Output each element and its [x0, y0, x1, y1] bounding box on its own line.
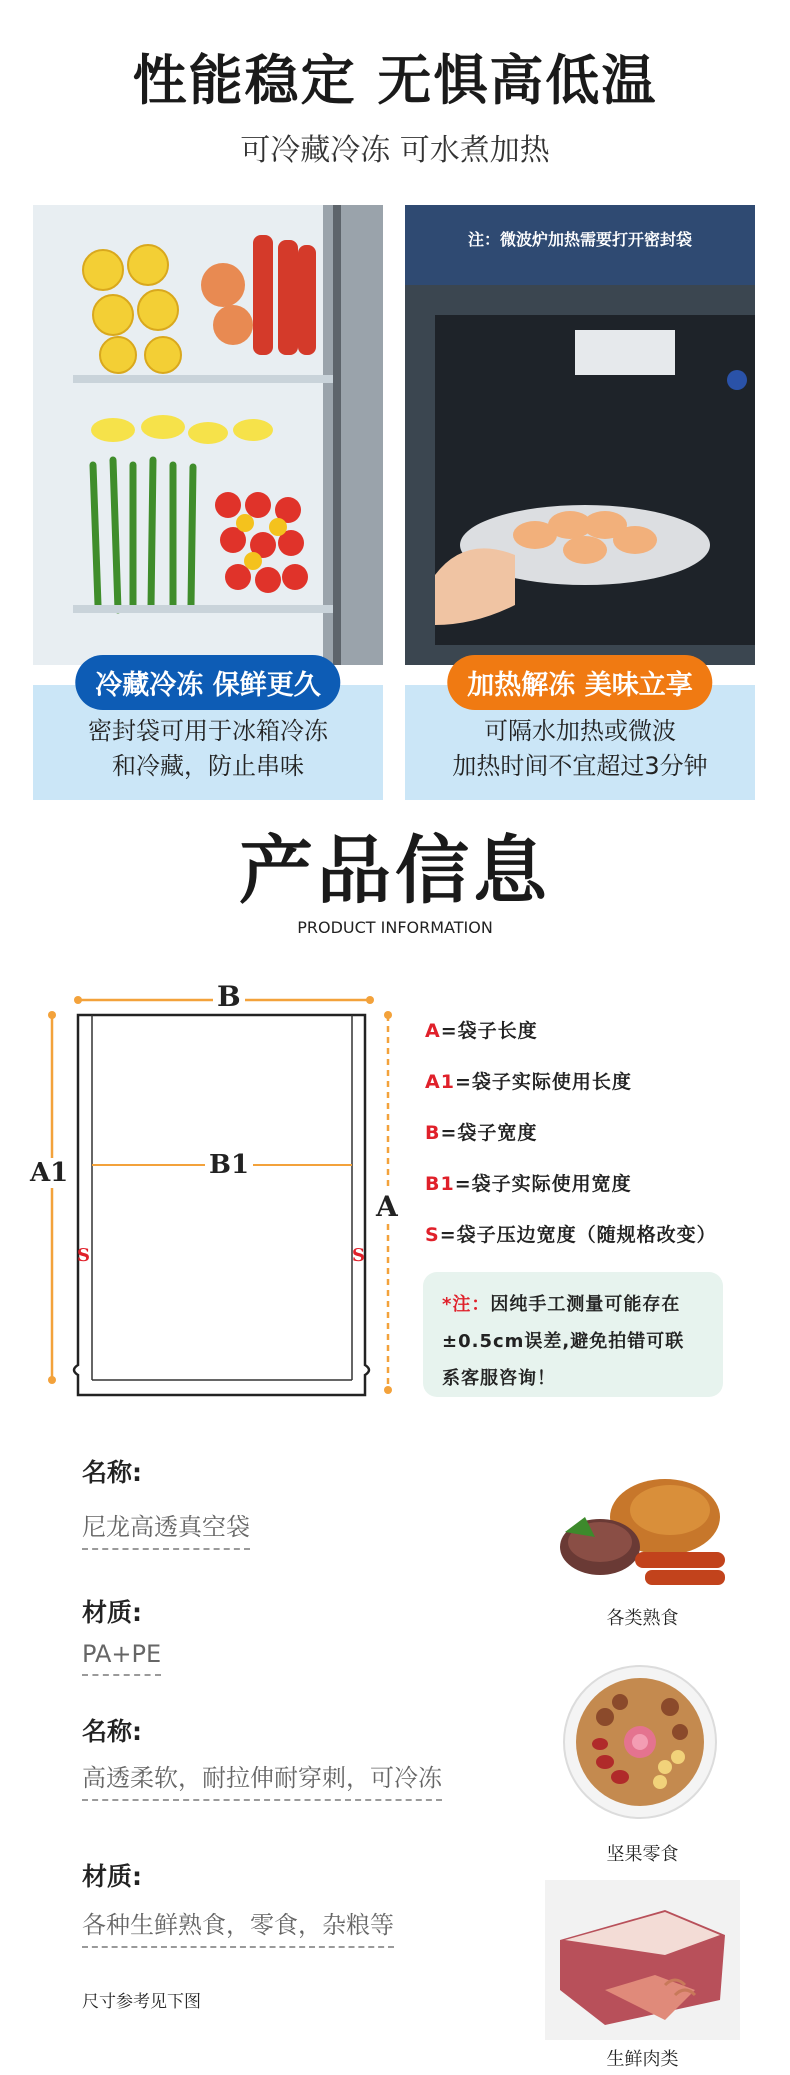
spec-value-material: PA+PE: [82, 1640, 161, 1676]
label-a: A: [376, 1190, 398, 1223]
microwave-badge: 加热解冻 美味立享: [447, 655, 712, 710]
legend-s: S=袋子压边宽度（随规格改变）: [425, 1224, 717, 1246]
fridge-caption-line1: 密封袋可用于冰箱冷冻: [88, 717, 328, 745]
legend-b: B=袋子宽度: [425, 1122, 538, 1144]
cooked-food-caption: 各类熟食: [606, 1608, 679, 1629]
spec-value-features: 高透柔软，耐拉伸耐穿刺，可冷冻: [82, 1758, 442, 1801]
label-b1: B1: [205, 1150, 253, 1180]
fridge-photo: [33, 205, 383, 665]
section1-title: 性能稳定 无惧高低温: [132, 49, 658, 112]
nuts-snack-caption: 坚果零食: [606, 1844, 679, 1865]
fridge-caption-line2: 和冷藏，防止串味: [112, 752, 304, 780]
microwave-photo: [405, 205, 755, 665]
note-line2: ±0.5cm误差,避免拍错可联: [442, 1331, 685, 1352]
cooked-food-image: [545, 1462, 740, 1592]
fresh-meat-image: [545, 1880, 740, 2040]
label-s-right: S: [352, 1245, 365, 1266]
section1-subtitle: 可冷藏冷冻 可水煮加热: [240, 133, 550, 168]
microwave-note: 注：微波炉加热需要打开密封袋: [467, 230, 692, 249]
spec-value-name: 尼龙高透真空袋: [82, 1507, 250, 1550]
note-line1: *注：因纯手工测量可能存在: [442, 1294, 681, 1315]
fresh-meat-caption: 生鲜肉类: [606, 2049, 679, 2070]
section2-title: 产品信息: [239, 828, 551, 914]
microwave-caption-line1: 可隔水加热或微波: [484, 717, 676, 745]
nuts-snack-image: [560, 1662, 720, 1822]
microwave-caption-line2: 加热时间不宜超过3分钟: [452, 752, 708, 780]
microwave-card: [405, 205, 755, 780]
spec-label-usage: 材质:: [82, 1862, 142, 1891]
legend-a1: A1=袋子实际使用长度: [425, 1071, 632, 1093]
bag-dimension-diagram: [30, 980, 400, 1400]
label-a1: A1: [30, 1158, 69, 1188]
spec-label-material: 材质:: [82, 1598, 142, 1627]
fridge-card: [33, 205, 383, 780]
section2-subtitle: PRODUCT INFORMATION: [297, 918, 493, 937]
label-b: B: [213, 980, 245, 1013]
legend-a: A=袋子长度: [425, 1020, 538, 1042]
note-line3: 系客服咨询！: [442, 1368, 556, 1389]
spec-label-features: 名称:: [82, 1717, 142, 1746]
spec-label-name: 名称:: [82, 1458, 142, 1487]
legend-b1: B1=袋子实际使用宽度: [425, 1173, 632, 1195]
fridge-badge: 冷藏冷冻 保鲜更久: [75, 655, 340, 710]
size-reference-note: 尺寸参考见下图: [82, 1992, 201, 2012]
spec-value-usage: 各种生鲜熟食，零食，杂粮等: [82, 1905, 394, 1948]
label-s-left: S: [77, 1245, 90, 1266]
